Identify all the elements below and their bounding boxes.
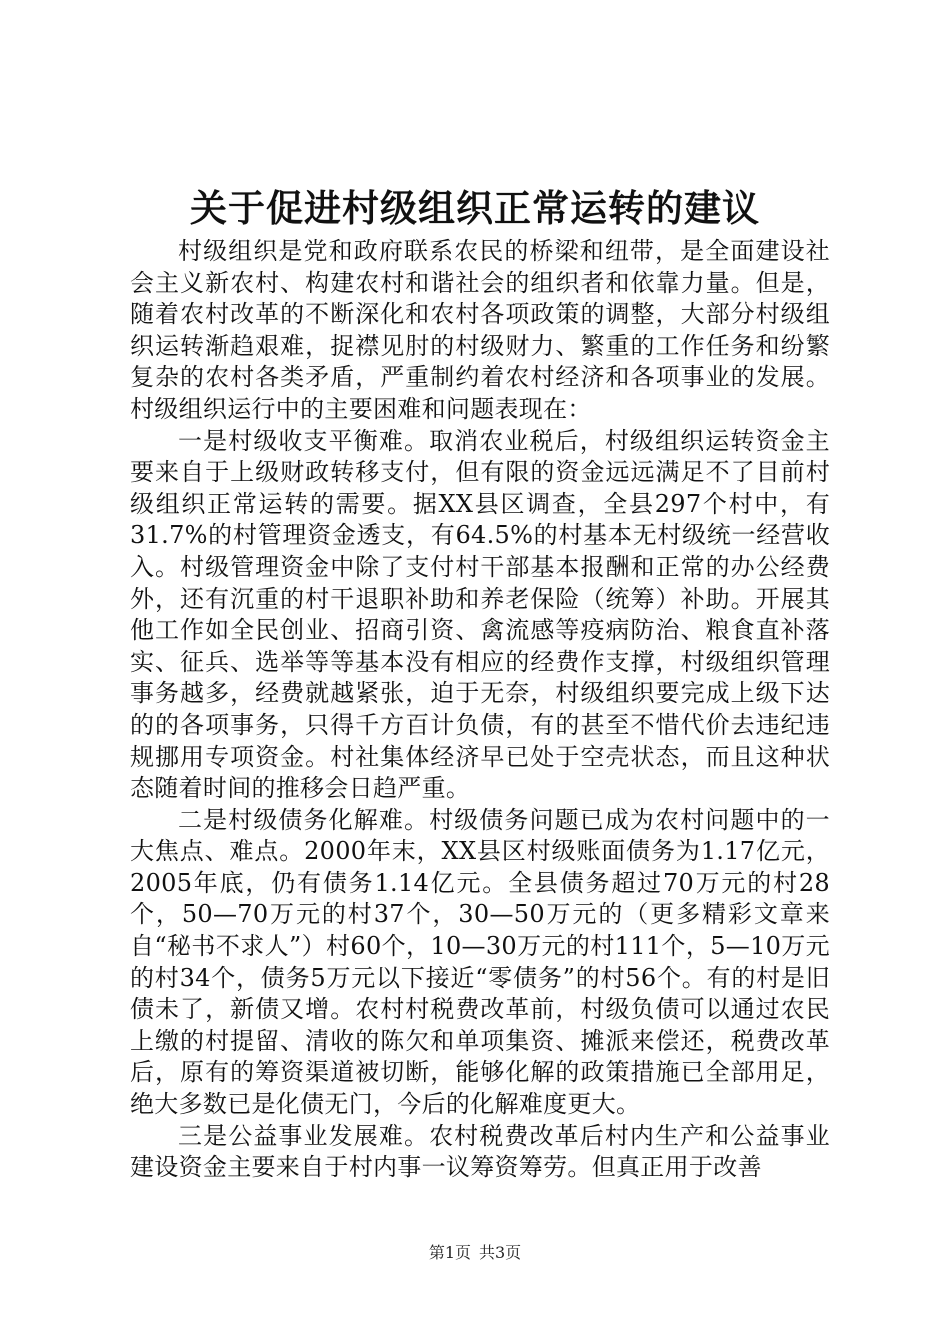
paragraph-public-welfare: 三是公益事业发展难。农村税费改革后村内生产和公益事业建设资金主要来自于村内事一议筹资筹劳。但真正用于改善 xyxy=(130,1121,830,1182)
page-number: 第1页 xyxy=(428,1243,471,1262)
document-title: 关于促进村级组织正常运转的建议 xyxy=(190,186,760,230)
paragraph-debt-resolution: 二是村级债务化解难。村级债务问题已成为农村问题中的一大焦点、难点。2000年末，XX县区村级账面债务为1.17亿元，2005年底，仍有债务1.14亿元。全县债务超过70万元的村28个，50—70万元的村37个，30—50万元的（更多精彩文章来自“秘书不求人”）村60个，10—30万元的村111个，5—10万元的村34个，债务5万元以下接近“零债务”的村56个。有的村是旧债未了，新债又增。农村村税费改革前，村级负债可以通过农民上缴的村提留、清收的陈欠和单项集资、摊派来偿还，税费改革后，原有的筹资渠道被切断，能够化解的政策措施已全部用足，绝大多数已是化债无门，今后的化解难度更大。 xyxy=(130,805,830,1119)
page-footer xyxy=(0,1242,950,1264)
document-body xyxy=(130,236,830,1184)
paragraph-intro: 村级组织是党和政府联系农民的桥梁和纽带，是全面建设社会主义新农村、构建农村和谐社会的组织者和依靠力量。但是，随着农村改革的不断深化和农村各项政策的调整，大部分村级组织运转渐趋艰难，捉襟见肘的村级财力、繁重的工作任务和纷繁复杂的农村各类矛盾，严重制约着农村经济和各项事业的发展。村级组织运行中的主要困难和问题表现在： xyxy=(130,237,830,423)
paragraph-income-balance: 一是村级收支平衡难。取消农业税后，村级组织运转资金主要来自于上级财政转移支付，但有限的资金远远满足不了目前村级组织正常运转的需要。据XX县区调查，全县297个村中，有31.7%的村管理资金透支，有64.5%的村基本无村级统一经营收入。村级管理资金中除了支付村干部基本报酬和正常的办公经费外，还有沉重的村干退职补助和养老保险（统筹）补助。开展其他工作如全民创业、招商引资、禽流感等疫病防治、粮食直补落实、征兵、选举等等基本没有相应的经费作支撑，村级组织管理事务越多，经费就越紧张，迫于无奈，村级组织要完成上级下达的的各项事务，只得千方百计负债，有的甚至不惜代价去违纪违规挪用专项资金。村社集体经济早已处于空壳状态，而且这种状态随着时间的推移会日趋严重。 xyxy=(130,426,830,803)
page-total: 共3页 xyxy=(479,1243,522,1262)
